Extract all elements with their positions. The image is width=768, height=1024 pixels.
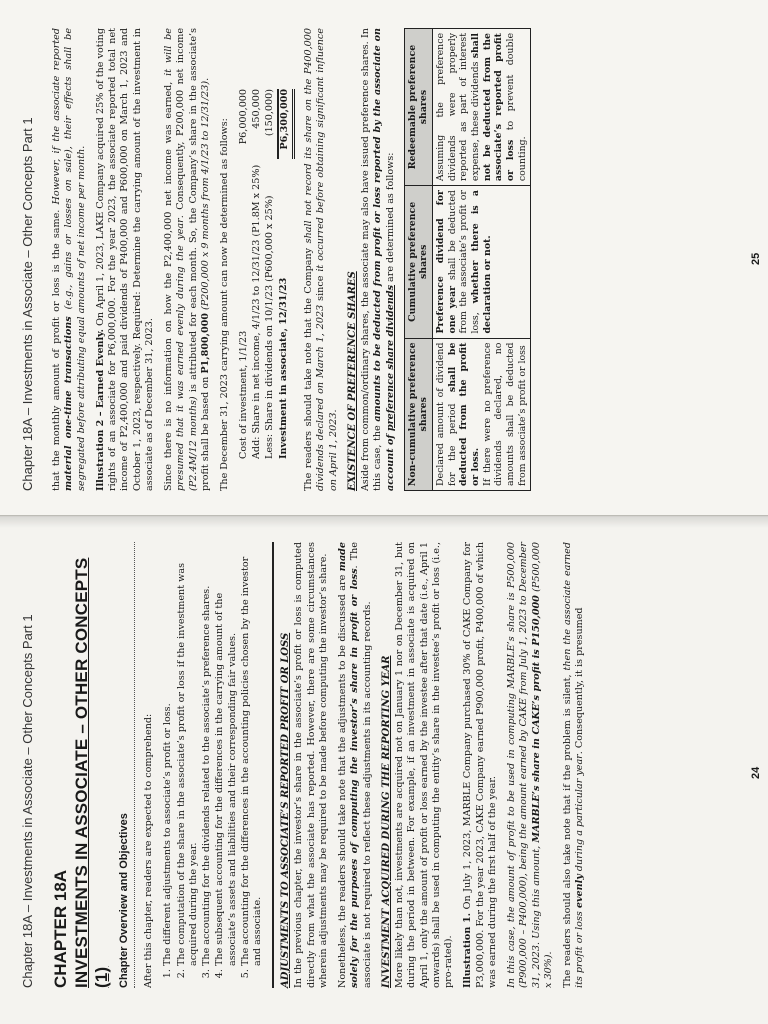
text-run: If there were no preference dividends declared, no amounts shall be deducted from associate’s profit or loss <box>481 342 528 486</box>
column-header: Redeemable preference shares <box>404 29 432 186</box>
calc-amount: (150,000) <box>264 89 278 159</box>
section-divider <box>272 542 274 988</box>
paragraph: More likely than not, investments are acquired not on January 1 nor on December 31, but during the period in between. For example, if an investment in associate is acquired on April 1, only the amount of profit or loss earned by the investee after that date (i.e., April 1 onwards) shall be used in computing the entity’s share in the investee’s profit or loss (i.e., pro-rated). <box>393 542 455 988</box>
emphasis-text: amounts to be deducted from profit or loss reported by the associate on account of <box>372 28 396 491</box>
text-run: . Consequently, it is presumed <box>574 607 586 755</box>
text-run: Aside from common/ordinary shares, the associate may also have issued preference shares. In this case, the <box>360 28 384 491</box>
objectives-intro: After this chapter, readers are expected to comprehend: <box>143 713 154 988</box>
text-run: Since there is no information on how the P2,400,000 net income was earned, <box>163 75 175 491</box>
emphasis-text: made solely for the purposes of computing the investor’s share in profit or loss <box>337 542 361 988</box>
table-row <box>433 29 531 491</box>
paragraph <box>562 542 587 988</box>
column-header: Non-cumulative preference shares <box>404 338 432 490</box>
calc-total-row <box>278 89 295 459</box>
objective-item: 4. The subsequent accounting for the differences in the carrying amount of the associate’s assets and liabilities and their corresponding fair values. <box>214 542 239 966</box>
italic-text: during a particular year <box>574 754 586 875</box>
dotted-divider <box>134 542 135 988</box>
illustration-label: Illustration 2 – Earned Evenly. <box>94 329 106 491</box>
italic-text: it occurred before obtaining significant influence on April 1, 2023. <box>315 28 339 491</box>
objective-item: 5. The accounting for the differences in the accounting policies chosen by the investor and associate. <box>240 542 265 966</box>
text-run: to prevent double counting. <box>505 33 528 182</box>
section-heading-acquired-during-year: INVESTMENT ACQUIRED DURING THE REPORTING YEAR <box>380 655 392 988</box>
running-header: Chapter 18A – Investments in Associate – Other Concepts Part 1 <box>20 117 35 491</box>
calc-label: Investment in associate, 12/31/23 <box>278 277 290 459</box>
paragraph: The December 31, 2023 carrying amount can now be determined as follows: <box>219 118 231 491</box>
text-run: The readers should take note that the Company <box>303 243 315 491</box>
calc-label: Cost of investment, 1/1/23 <box>238 330 250 459</box>
paragraph: In the previous chapter, the investor’s share in the associate’s profit or loss is computed directly from what the associate has reported. However, there are some circumstances wherein adjustments may be required to be made before computing the investor’s share. <box>293 542 329 988</box>
table-cell-redeemable <box>433 29 531 186</box>
text-run: that the monthly amount of profit or loss is the same. <box>51 204 62 491</box>
text-run: are determined as follows: <box>384 152 396 286</box>
left-page <box>0 516 768 1024</box>
text-run: On July 1, 2023, MARBLE Company purchased 30% of CAKE Company for P3,000,000. For the year 2023, CAKE Company earned P900,000 profit, P400,000 of which was earned during the first half of the year. <box>462 542 498 988</box>
emphasis-text: P1,800,000 <box>199 313 211 374</box>
section-heading-preference-shares: EXISTENCE OF PREFERENCE SHARES <box>347 271 358 491</box>
carrying-amount-computation <box>238 89 295 459</box>
text-run: Declared amount of dividend for the period <box>435 342 458 486</box>
objectives-list <box>162 542 264 988</box>
section-heading-adjustments: ADJUSTMENTS TO ASSOCIATE’S REPORTED PROFIT OR LOSS <box>280 632 292 988</box>
table-cell-cumulative <box>433 186 531 338</box>
text-run: . The associate is not required to reflect these adjustments in its accounting records. <box>349 542 373 988</box>
emphasis-text: preference share dividends <box>384 285 396 432</box>
italic-text: then the associate earned its profit or loss <box>562 542 586 988</box>
italic-text: However, if the associate reported <box>51 27 62 205</box>
page-number: 25 <box>750 252 762 265</box>
italic-text: (P200,000 x 9 months from 4/1/23 to 12/31/23) <box>199 80 211 314</box>
objective-item: 2. The computation of the share in the associate’s profit or loss if the investment was acquired during the year. <box>176 542 201 966</box>
text-run: . <box>199 77 211 81</box>
illustration-1-solution <box>506 542 555 988</box>
text-run: Assuming the preference dividends were properly reported as part of interest expense, these dividends <box>435 33 482 182</box>
text-run: is attributed for each month. So, the Company’s share in the associate’s profit shall be based on <box>187 28 211 491</box>
calc-row <box>251 89 264 459</box>
illustration-1 <box>462 542 499 988</box>
column-header: Cumulative preference shares <box>404 186 432 338</box>
calc-row <box>264 89 278 459</box>
emphasis-text: MARBLE’s share in CAKE’s profit is P150,000 <box>530 595 542 843</box>
paragraph <box>303 28 340 491</box>
paragraph <box>51 28 88 491</box>
italic-text: (P2.4M/12 months) <box>187 396 199 491</box>
text-run: since <box>315 271 327 305</box>
illustration-label: Illustration 1. <box>462 912 474 988</box>
text-run: The readers should also take note that if the problem is silent, <box>562 670 574 988</box>
paragraph <box>337 542 374 988</box>
calc-label: Add: Share in net income, 4/1/23 to 12/31/23 (P1.8M x 25%) <box>251 164 263 459</box>
calc-amount: P6,000,000 <box>238 89 250 145</box>
calc-amount: P6,300,000 <box>278 89 295 159</box>
text-run: (P500,000 x 30%). <box>530 541 554 988</box>
text-run: On April 1, 2023, LAKE Company acquired 25% of the voting rights of an associate for P6,000,000. For the year 2023, the associate reported total net income of P2,400,000 and paid dividends of P400,000 and P600,000 on March 1, 2023 and October 1, 2023, respectively. Required: Determine the carrying amount of the investment in associate as of December 31, 2023. <box>94 28 155 491</box>
calc-label: Less: Share in dividends on 10/1/23 (P600,000 x 25%) <box>264 195 276 459</box>
table-header-row <box>404 29 432 491</box>
calc-amount: 450,000 <box>251 89 263 129</box>
running-header: Chapter 18A – Investments in Associate – Other Concepts Part 1 <box>20 614 35 988</box>
emphasis-text: shall not be deducted from the associate’s reported profit or loss <box>470 33 517 182</box>
calc-row <box>238 89 251 459</box>
objective-item: 3. The accounting for the dividends related to the associate’s preference shares. <box>201 542 213 966</box>
text-run: Nonetheless, the readers should take note that the adjustments to be discussed are <box>337 571 349 988</box>
chapter-number: CHAPTER 18A <box>51 869 70 988</box>
text-run: shall be deducted from the associate’s profit or loss, <box>446 190 482 334</box>
italic-text: shall not record its share on the P400,000 dividends declared on March 1, 2023 <box>303 28 327 491</box>
paragraph <box>360 28 397 491</box>
chapter-title: INVESTMENTS IN ASSOCIATE – OTHER CONCEPTS (1) <box>72 557 111 988</box>
table-cell-non-cumulative <box>433 338 531 490</box>
objective-item: 1. The different adjustments to associate’s profit or loss. <box>162 542 174 966</box>
page-number: 24 <box>750 766 762 779</box>
emphasis-text: whether there is a declaration or not. <box>470 190 493 334</box>
text-run: . Consequently, P200,000 net income <box>175 27 187 219</box>
emphasis-text: material one-time transactions <box>63 316 75 491</box>
emphasis-text: evenly <box>574 874 586 909</box>
emphasis-text: Preference dividend for one year <box>435 190 458 334</box>
preference-shares-table <box>404 28 532 491</box>
text-run: In this case, the amount of profit to be used in computing MARBLE’s share is P500,000 (P900,000 – P400,000), being the amount earned by CAKE from July 1, 2023 to December 31, 2023. Using this amount, <box>506 542 542 988</box>
overview-heading: Chapter Overview and Objectives <box>118 813 130 988</box>
italic-text: it will be presumed that it was earned evenly during the year <box>163 28 187 491</box>
paragraph <box>163 28 212 491</box>
emphasis-text: shall be deducted from the profit or loss. <box>446 342 482 486</box>
italic-text: (e.g., gains or losses on sale), their effects shall be segregated before attributing equal amounts of net income per month. <box>63 28 87 491</box>
illustration-2 <box>95 28 156 491</box>
